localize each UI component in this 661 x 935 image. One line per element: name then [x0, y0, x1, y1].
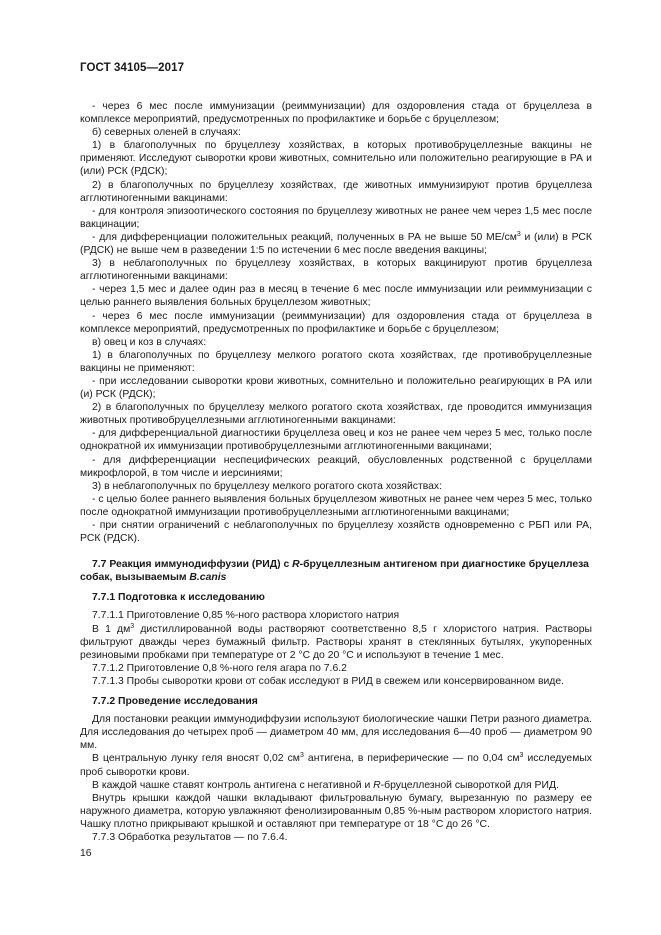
paragraph: В 1 $дм^3$ дистиллированной воды растворяют соответственно 8,5 г хлористого натрия. Растворы фильтруют дважды через бумажный фильтр. Растворы хранят в стеклянных бутылях, укупоренных резиновыми пробками при температуре от 2 °C до 20 °C и используют в течение 1 мес. — [80, 622, 592, 661]
paragraph: б) северных оленей в случаях: — [92, 127, 241, 139]
paragraph: 7.7.1.3 Пробы сыворотки крови от собак исследуют в РИД в свежем или консервированном виде. — [92, 675, 565, 687]
paragraph: в) овец и коз в случаях: — [92, 336, 207, 348]
section-heading-7-7-1: 7.7.1 Подготовка к исследованию — [92, 592, 265, 604]
paragraph: 7.7.3 Обработка результатов — по 7.6.4. — [92, 831, 288, 843]
paragraph: - при снятии ограничений с неблагополучных по бруцеллезу хозяйств одновременно с РБП или РА, РСК (РДСК). — [80, 520, 592, 545]
paragraph: - через 6 мес после иммунизации (реиммунизации) для оздоровления стада от бруцеллеза в комплексе мероприятий, предусмотренных по профилактике и борьбе с бруцеллезом; — [80, 310, 592, 335]
section-heading-7-7-2: 7.7.2 Проведение исследования — [92, 696, 258, 708]
paragraph: - через 6 мес после иммунизации (реиммунизации) для оздоровления стада от бруцеллеза в комплексе мероприятий, предусмотренных по профилактике и борьбе с бруцеллезом; — [80, 101, 592, 126]
paragraph: - через 1,5 мес и далее один раз в месяц в течение 6 мес после иммунизации или реиммунизации с целью раннего выявления больных бруцеллезом животных; — [80, 284, 592, 309]
paragraph: В центральную лунку геля вносят 0,02 $см^3$ антигена, в периферические — по 0,04 $см^3$ исследуемых проб сыворотки крови. — [80, 752, 592, 778]
paragraph: - для дифференциации неспецифических реакций, обусловленных родственной с бруцеллами микрофлорой, в том числе и иерсиниями; — [80, 454, 592, 479]
paragraph: 2) в благополучных по бруцеллезу хозяйствах, где животных иммунизируют против бруцеллеза агглютиногенными вакцинами: — [80, 179, 592, 204]
document-body — [80, 100, 592, 844]
paragraph: 3) в неблагополучных по бруцеллезу хозяйствах, в которых вакцинируют против бруцеллеза агглютиногенными вакцинами: — [80, 258, 592, 283]
paragraph: 2) в благополучных по бруцеллезу мелкого рогатого скота хозяйствах, где проводится иммунизация животных противобруцеллезными агглютиногенными вакцинами: — [80, 402, 592, 427]
paragraph: - для дифференциации положительных реакций, полученных в РА не выше 50 $МЕ/см^3$ и (или) в РСК (РДСК) не выше чем в разведении 1:5 по истечении 6 мес после введения вакцины; — [80, 230, 592, 257]
paragraph: 1) в благополучных по бруцеллезу хозяйствах, в которых противобруцеллезные вакцины не применяют. Исследуют сыворотки крови животных, сомнительно или положительно реагирующие в РА и (или) РСК (РДСК); — [80, 140, 592, 178]
paragraph: - с целью более раннего выявления больных бруцеллезом животных не ранее чем через 5 мес, только после однократной иммунизации противобруцеллезными агглютиногенными вакцинами; — [80, 493, 592, 518]
paragraph: - для контроля эпизоотического состояния по бруцеллезу животных не ранее чем через 1,5 мес после вакцинации; — [80, 205, 592, 230]
section-heading-7-7: 7.7 Реакция иммунодиффузии (РИД) с R-бруцеллезным антигеном при диагностике бруцеллеза собак, вызываемым B.canis — [80, 559, 589, 584]
paragraph: 1) в благополучных по бруцеллезу мелкого рогатого скота хозяйствах, где противобруцеллезные вакцины не применяют: — [80, 349, 592, 374]
paragraph: Внутрь крышки каждой чашки вкладывают фильтровальную бумагу, вырезанную по размеру ее наружного диаметра, которую увлажняют фенолизированным 0,85 %-ным раствором хлористого натрия. Чашку плотно прикрывают крышкой и оставляют при температуре от 18 °C до 26 °C. — [80, 792, 592, 830]
paragraph: - для дифференциальной диагностики бруцеллеза овец и коз не ранее чем через 5 мес, только после однократной их иммунизации противобруцеллезными агглютиногенными вакцинами; — [80, 428, 592, 453]
paragraph: Для постановки реакции иммунодиффузии используют биологические чашки Петри разного диаметра. Для исследования до четырех проб — диаметром 40 мм, для исследования 6—40 проб — диаметром 90 мм. — [80, 714, 592, 752]
page-number: 16 — [80, 848, 92, 859]
paragraph: В каждой чашке ставят контроль антигена с негативной и R-бруцеллезной сывороткой для РИД. — [92, 779, 559, 791]
document-header: ГОСТ 34105—2017 — [80, 62, 185, 74]
paragraph: - при исследовании сыворотки крови животных, сомнительно и положительно реагирующих в РА или (и) РСК (РДСК); — [80, 375, 592, 401]
paragraph: 3) в неблагополучных по бруцеллезу мелкого рогатого скота хозяйствах: — [92, 480, 443, 492]
paragraph: 7.7.1.1 Приготовление 0,85 %-ного раствора хлористого натрия — [92, 610, 400, 622]
paragraph: 7.7.1.2 Приготовление 0,8 %-ного геля агара по 7.6.2 — [92, 662, 347, 674]
